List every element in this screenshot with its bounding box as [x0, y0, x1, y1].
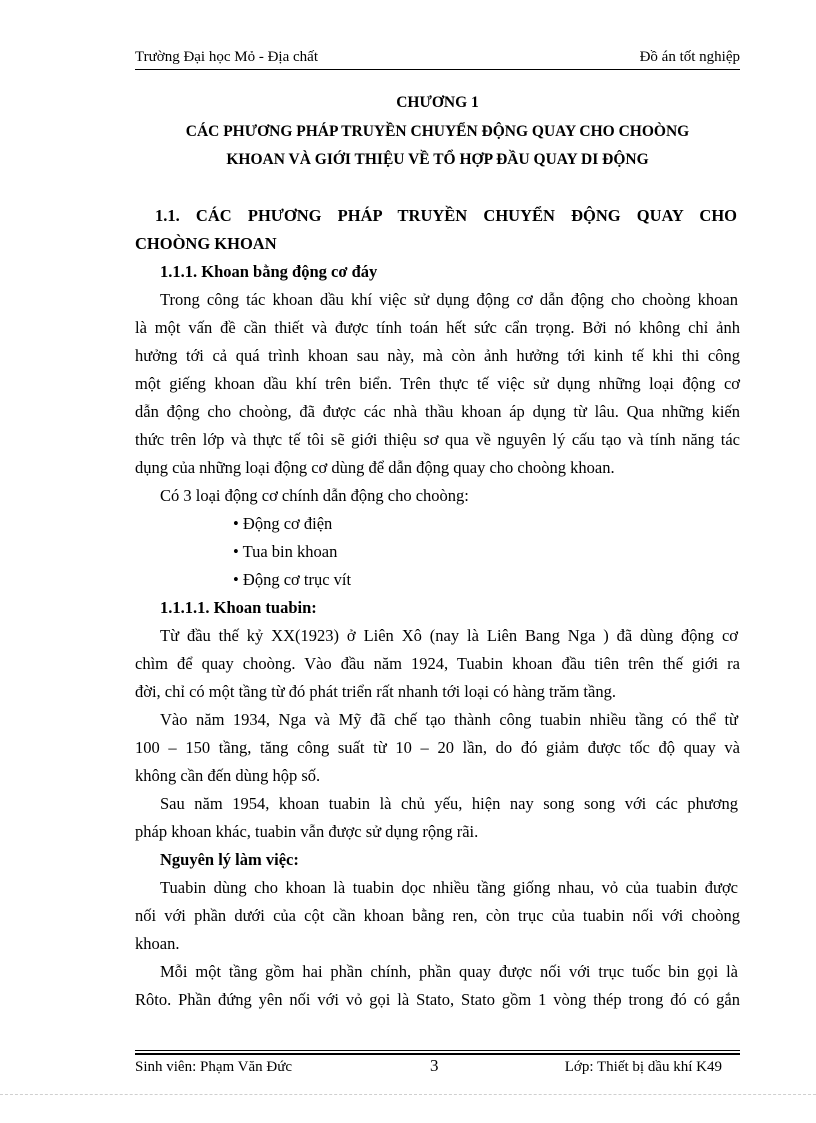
- paragraph-line: một giếng khoan dầu khí trên biển. Trên thực tế việc sử dụng những loại động cơ: [135, 374, 740, 393]
- paragraph-line: hưởng tới cả quá trình khoan sau này, mà còn ảnh hưởng tới kinh tế khi thi công: [135, 346, 740, 365]
- paragraph-line: Vào năm 1934, Nga và Mỹ đã chế tạo thành công tuabin nhiều tầng có thể từ: [160, 710, 738, 729]
- paragraph-line: Từ đầu thế kỷ XX(1923) ở Liên Xô (nay là Liên Bang Nga ) đã dùng động cơ: [160, 626, 738, 645]
- paragraph-line: dụng của những loại động cơ dùng để dẫn động quay cho choòng khoan.: [135, 458, 615, 477]
- paragraph-line: dẫn động cho choòng, đã được các nhà thầu khoan áp dụng từ lâu. Qua những kiến: [135, 402, 740, 421]
- paragraph-line: chìm để quay choòng. Vào đầu năm 1924, Tuabin khoan đầu tiên trên thế giới ra: [135, 654, 740, 673]
- header-doc-type: Đồ án tốt nghiệp: [639, 49, 740, 65]
- paragraph-line: thức trên lớp và thực tế tôi sẽ giới thiệu sơ qua về nguyên lý cấu tạo và tính năng tác: [135, 430, 740, 449]
- paragraph-line: nối với phần dưới của cột cần khoan bằng ren, còn trục của tuabin nối với choòng: [135, 906, 740, 925]
- page-number: 3: [430, 1056, 439, 1075]
- section-1-1-1-heading: 1.1.1. Khoan bằng động cơ đáy: [160, 262, 378, 281]
- paragraph-line: là một vấn đề cần thiết và được tính toán hết sức cẩn trọng. Bởi nó không chỉ ảnh: [135, 318, 740, 337]
- section-1-1-heading-line1: 1.1. CÁC PHƯƠNG PHÁP TRUYỀN CHUYỂN ĐỘNG QUAY CHO: [155, 206, 737, 225]
- list-item: • Động cơ trục vít: [233, 570, 352, 589]
- footer-rule-thick: [135, 1053, 740, 1055]
- paragraph-line: Trong công tác khoan dầu khí việc sử dụng động cơ dẫn động cho choòng khoan: [160, 290, 738, 309]
- list-item: • Tua bin khoan: [233, 542, 338, 561]
- footer-class: Lớp: Thiết bị dầu khí K49: [564, 1059, 722, 1075]
- chapter-title-line1: CÁC PHƯƠNG PHÁP TRUYỀN CHUYỂN ĐỘNG QUAY CHO CHOÒNG: [185, 123, 690, 140]
- paragraph-line: Sau năm 1954, khoan tuabin là chủ yếu, hiện nay song song với các phương: [160, 794, 738, 813]
- section-1-1-heading-line2: CHOÒNG KHOAN: [135, 234, 277, 253]
- chapter-title-line2: KHOAN VÀ GIỚI THIỆU VỀ TỔ HỢP ĐẦU QUAY DI ĐỘNG: [226, 151, 649, 168]
- footer-rule-thin: [135, 1050, 740, 1051]
- paragraph-line: 100 – 150 tầng, tăng công suất từ 10 – 20 lần, do đó giảm được tốc độ quay và: [135, 738, 740, 757]
- footer-student: Sinh viên: Phạm Văn Đức: [135, 1059, 293, 1075]
- paragraph-line: Rôto. Phần đứng yên nối với vỏ gọi là Stato, Stato gồm 1 vòng thép trong đó có gắn: [135, 990, 740, 1009]
- paragraph-line: pháp khoan khác, tuabin vẫn được sử dụng rộng rãi.: [135, 822, 479, 841]
- list-item: • Động cơ điện: [233, 514, 333, 533]
- principle-heading: Nguyên lý làm việc:: [160, 850, 299, 869]
- header-school: Trường Đại học Mỏ - Địa chất: [135, 49, 318, 65]
- paragraph-line: Tuabin dùng cho khoan là tuabin dọc nhiều tầng giống nhau, vỏ của tuabin được: [160, 878, 738, 897]
- paragraph-line: khoan.: [135, 934, 180, 953]
- paragraph-line: Mỗi một tầng gồm hai phần chính, phần quay được nối với trục tuốc bin gọi là: [160, 962, 738, 981]
- section-1-1-1-1-heading: 1.1.1.1. Khoan tuabin:: [160, 598, 317, 617]
- list-intro: Có 3 loại động cơ chính dẫn động cho choòng:: [160, 486, 469, 505]
- page-bottom-dotted-line: [0, 1094, 816, 1095]
- header-rule: [135, 69, 740, 70]
- chapter-number: CHƯƠNG 1: [396, 94, 479, 111]
- paragraph-line: không cần đến dùng hộp số.: [135, 766, 321, 785]
- paragraph-line: đời, chỉ có một tầng từ đó phát triển rất nhanh tới loại có hàng trăm tầng.: [135, 682, 616, 701]
